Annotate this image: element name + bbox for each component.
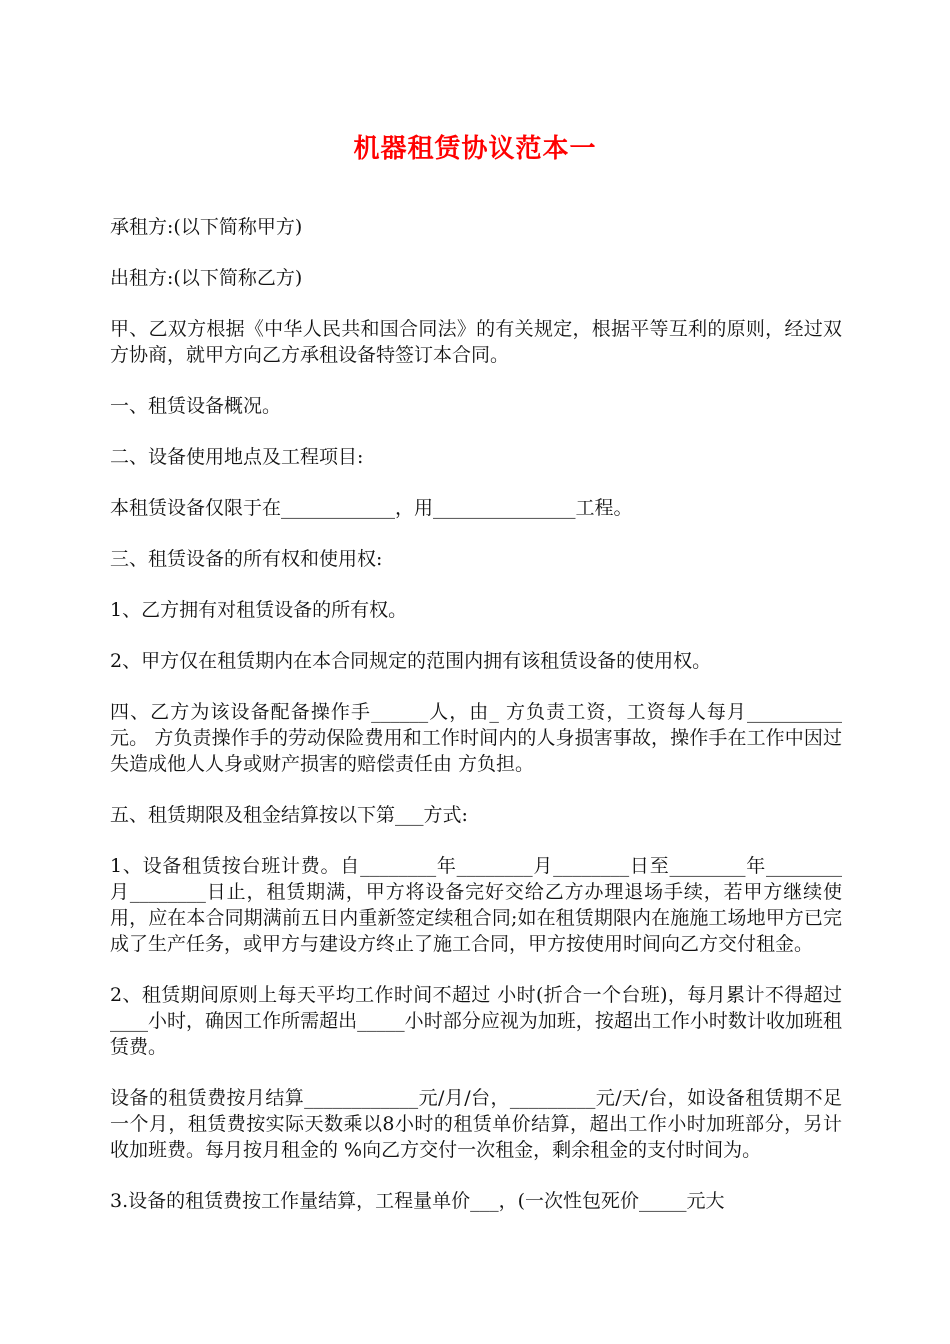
section-5-heading: 五、租赁期限及租金结算按以下第___方式:	[110, 804, 468, 826]
ownership-clause: 1、乙方拥有对租赁设备的所有权。	[110, 599, 408, 621]
section-2-heading: 二、设备使用地点及工程项目:	[110, 446, 364, 468]
workload-billing-clause: 3.设备的租赁费按工作量结算，工程量单价___，(一次性包死价_____元大	[110, 1190, 725, 1212]
shift-billing-clause: 1、设备租赁按台班计费。自________年________月________日至________年________月________日止，租赁期满，甲方将设备完好交给乙方办理退场手续，若甲方继续使用，应在本合同期满前五日内重新签定续租合同;如在租赁期限内在施施工场地甲方已完成了生产任务，或甲方与建设方终止了施工合同，甲方按使用时间向乙方交付租金。	[110, 855, 842, 955]
document-title: 机器租赁协议范本一	[353, 134, 597, 164]
section-3-heading: 三、租赁设备的所有权和使用权:	[110, 548, 383, 570]
usage-location-paragraph: 本租赁设备仅限于在____________，用_______________工程。	[110, 497, 633, 519]
party-b-line: 出租方:(以下简称乙方)	[110, 267, 303, 289]
preamble-paragraph: 甲、乙双方根据《中华人民共和国合同法》的有关规定，根据平等互利的原则，经过双方协商，就甲方向乙方承租设备特签订本合同。	[110, 318, 842, 366]
section-4-paragraph: 四、乙方为该设备配备操作手______人，由_ 方负责工资，工资每人每月__________元。 方负责操作手的劳动保险费用和工作时间内的人身损害事故，操作手在工作中因过失造成他人人身或财产损害的赔偿责任由 方负担。	[110, 701, 842, 775]
document-body	[110, 214, 842, 1239]
usage-right-clause: 2、甲方仅在租赁期内在本合同规定的范围内拥有该租赁设备的使用权。	[110, 650, 712, 672]
monthly-settlement-paragraph: 设备的租赁费按月结算____________元/月/台，_________元/天/台，如设备租赁期不足一个月，租赁费按实际天数乘以8小时的租赁单价结算，超出工作小时加班部分，另计收加班费。每月按月租金的 %向乙方交付一次租金，剩余租金的支付时间为。	[110, 1087, 842, 1161]
section-1-heading: 一、租赁设备概况。	[110, 395, 282, 417]
party-a-line: 承租方:(以下简称甲方)	[110, 216, 303, 238]
working-hours-clause: 2、租赁期间原则上每天平均工作时间不超过 小时(折合一个台班)，每月累计不得超过____小时，确因工作所需超出_____小时部分应视为加班，按超出工作小时数计收加班租赁费。	[110, 984, 842, 1058]
